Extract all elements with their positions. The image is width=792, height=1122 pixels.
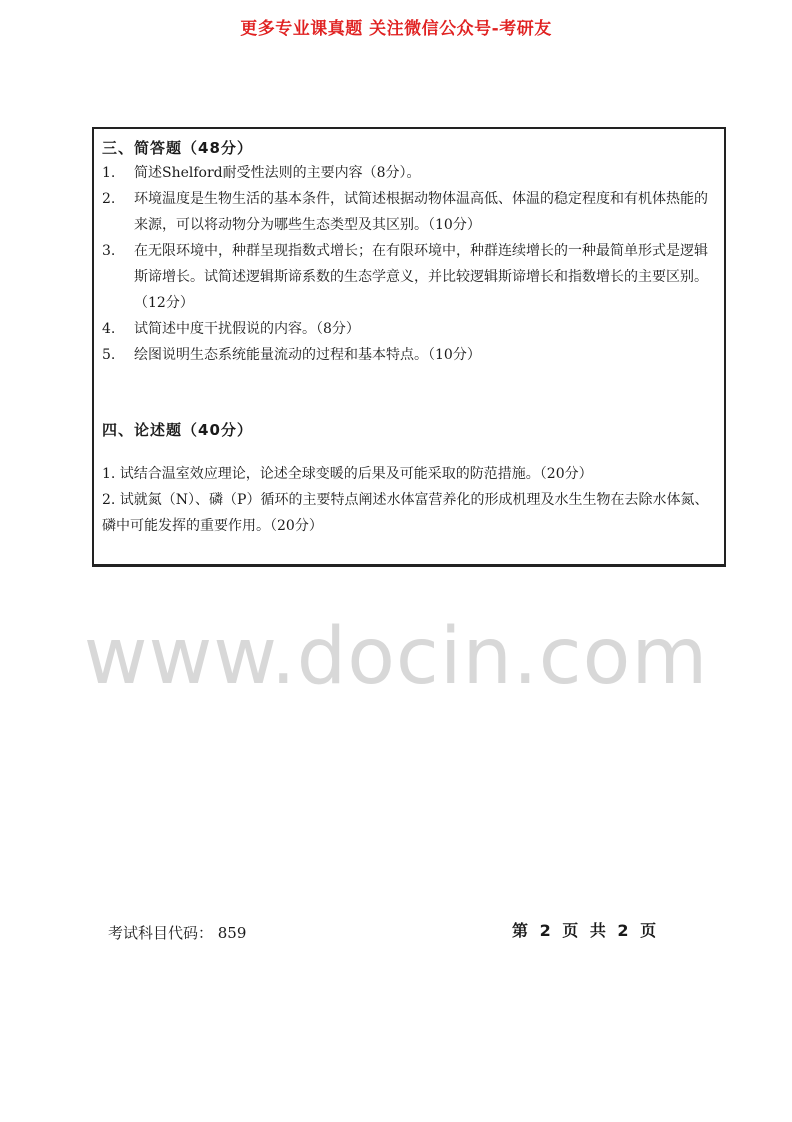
question-text: 绘图说明生态系统能量流动的过程和基本特点。（10分） bbox=[134, 347, 481, 363]
question-text: 环境温度是生物生活的基本条件，试简述根据动物体温高低、体温的稳定程度和有机体热能的来源，可以将动物分为哪些生态类型及其区别。（10分） bbox=[134, 191, 708, 233]
watermark: www.docin.com bbox=[83, 612, 709, 702]
question-item bbox=[102, 316, 716, 342]
exam-subject-code: 考试科目代码： 859 bbox=[108, 924, 247, 942]
question-item bbox=[102, 186, 716, 238]
essay-question: 1. 试结合温室效应理论，论述全球变暖的后果及可能采取的防范措施。（20分） bbox=[102, 466, 593, 482]
question-text: 在无限环境中，种群呈现指数式增长；在有限环境中，种群连续增长的一种最简单形式是逻辑斯谛增长。试简述逻辑斯谛系数的生态学意义，并比较逻辑斯谛增长和指数增长的主要区别。（12分） bbox=[134, 243, 708, 311]
question-item bbox=[102, 342, 716, 368]
question-item bbox=[102, 160, 716, 186]
question-number: 5. bbox=[102, 347, 116, 363]
essay-question: 2. 试就氮（N）、磷（P）循环的主要特点阐述水体富营养化的形成机理及水生生物在去除水体氮、磷中可能发挥的重要作用。（20分） bbox=[102, 492, 709, 534]
section-3-title: 三、简答题（48分） bbox=[102, 139, 253, 157]
page-number: 第 2 页 共 2 页 bbox=[512, 921, 657, 940]
question-text: 简述Shelford耐受性法则的主要内容（8分）。 bbox=[134, 165, 421, 181]
question-number: 2. bbox=[102, 191, 116, 207]
question-number: 4. bbox=[102, 321, 116, 337]
question-text: 试简述中度干扰假说的内容。（8分） bbox=[134, 321, 360, 337]
question-number: 3. bbox=[102, 243, 116, 259]
question-item bbox=[102, 238, 716, 316]
question-number: 1. bbox=[102, 165, 116, 181]
promo-banner: 更多专业课真题 关注微信公众号-考研友 bbox=[240, 19, 552, 39]
exam-content-box bbox=[92, 127, 726, 567]
section-4-title: 四、论述题（40分） bbox=[102, 421, 253, 439]
